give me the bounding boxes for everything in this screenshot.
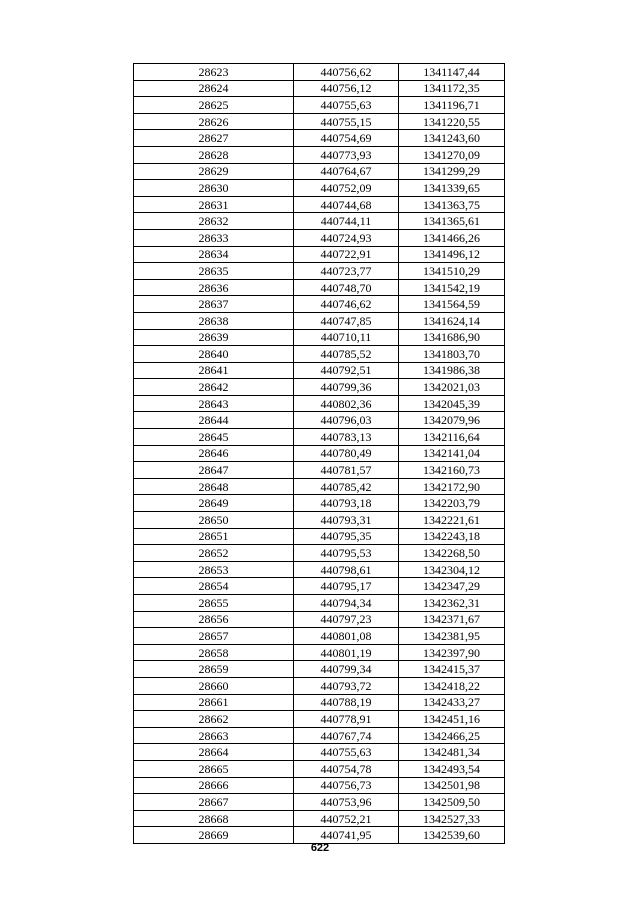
point-number-cell: 28637 xyxy=(134,296,294,313)
x-coordinate-cell: 440778,91 xyxy=(294,711,399,728)
x-coordinate-cell: 440795,53 xyxy=(294,545,399,562)
point-number-cell: 28631 xyxy=(134,196,294,213)
x-coordinate-cell: 440792,51 xyxy=(294,362,399,379)
x-coordinate-cell: 440793,31 xyxy=(294,512,399,529)
y-coordinate-cell: 1342021,03 xyxy=(399,379,505,396)
point-number-cell: 28644 xyxy=(134,412,294,429)
y-coordinate-cell: 1342381,95 xyxy=(399,628,505,645)
x-coordinate-cell: 440747,85 xyxy=(294,312,399,329)
y-coordinate-cell: 1342362,31 xyxy=(399,595,505,612)
y-coordinate-cell: 1341243,60 xyxy=(399,130,505,147)
point-number-cell: 28667 xyxy=(134,794,294,811)
x-coordinate-cell: 440710,11 xyxy=(294,329,399,346)
x-coordinate-cell: 440746,62 xyxy=(294,296,399,313)
x-coordinate-cell: 440801,08 xyxy=(294,628,399,645)
y-coordinate-cell: 1342347,29 xyxy=(399,578,505,595)
table-row xyxy=(134,97,505,114)
x-coordinate-cell: 440788,19 xyxy=(294,694,399,711)
table-row xyxy=(134,346,505,363)
y-coordinate-cell: 1341270,09 xyxy=(399,146,505,163)
y-coordinate-cell: 1341172,35 xyxy=(399,80,505,97)
y-coordinate-cell: 1341686,90 xyxy=(399,329,505,346)
table-row xyxy=(134,329,505,346)
page-number: 622 xyxy=(310,842,330,854)
x-coordinate-cell: 440748,70 xyxy=(294,279,399,296)
point-number-cell: 28649 xyxy=(134,495,294,512)
table-row xyxy=(134,777,505,794)
point-number-cell: 28669 xyxy=(134,827,294,844)
x-coordinate-cell: 440756,12 xyxy=(294,80,399,97)
table-row xyxy=(134,495,505,512)
point-number-cell: 28630 xyxy=(134,180,294,197)
point-number-cell: 28654 xyxy=(134,578,294,595)
point-number-cell: 28641 xyxy=(134,362,294,379)
table-row xyxy=(134,379,505,396)
table-row xyxy=(134,462,505,479)
x-coordinate-cell: 440794,34 xyxy=(294,595,399,612)
table-row xyxy=(134,744,505,761)
x-coordinate-cell: 440741,95 xyxy=(294,827,399,844)
table-row xyxy=(134,296,505,313)
point-number-cell: 28668 xyxy=(134,810,294,827)
x-coordinate-cell: 440795,17 xyxy=(294,578,399,595)
point-number-cell: 28657 xyxy=(134,628,294,645)
point-number-cell: 28646 xyxy=(134,445,294,462)
table-row xyxy=(134,611,505,628)
point-number-cell: 28658 xyxy=(134,644,294,661)
y-coordinate-cell: 1342501,98 xyxy=(399,777,505,794)
y-coordinate-cell: 1342509,50 xyxy=(399,794,505,811)
point-number-cell: 28638 xyxy=(134,312,294,329)
point-number-cell: 28640 xyxy=(134,346,294,363)
y-coordinate-cell: 1341803,70 xyxy=(399,346,505,363)
y-coordinate-cell: 1342079,96 xyxy=(399,412,505,429)
point-number-cell: 28632 xyxy=(134,213,294,230)
table-row xyxy=(134,661,505,678)
table-row xyxy=(134,362,505,379)
table-row xyxy=(134,760,505,777)
y-coordinate-cell: 1341220,55 xyxy=(399,113,505,130)
point-number-cell: 28628 xyxy=(134,146,294,163)
point-number-cell: 28665 xyxy=(134,760,294,777)
x-coordinate-cell: 440796,03 xyxy=(294,412,399,429)
y-coordinate-cell: 1342371,67 xyxy=(399,611,505,628)
table-row xyxy=(134,412,505,429)
y-coordinate-cell: 1342243,18 xyxy=(399,528,505,545)
point-number-cell: 28659 xyxy=(134,661,294,678)
x-coordinate-cell: 440744,11 xyxy=(294,213,399,230)
point-number-cell: 28661 xyxy=(134,694,294,711)
y-coordinate-cell: 1341363,75 xyxy=(399,196,505,213)
point-number-cell: 28664 xyxy=(134,744,294,761)
y-coordinate-cell: 1342415,37 xyxy=(399,661,505,678)
point-number-cell: 28639 xyxy=(134,329,294,346)
y-coordinate-cell: 1341299,29 xyxy=(399,163,505,180)
table-row xyxy=(134,80,505,97)
x-coordinate-cell: 440799,34 xyxy=(294,661,399,678)
y-coordinate-cell: 1342304,12 xyxy=(399,561,505,578)
y-coordinate-cell: 1341624,14 xyxy=(399,312,505,329)
y-coordinate-cell: 1341542,19 xyxy=(399,279,505,296)
point-number-cell: 28635 xyxy=(134,263,294,280)
y-coordinate-cell: 1341365,61 xyxy=(399,213,505,230)
y-coordinate-cell: 1342045,39 xyxy=(399,395,505,412)
point-number-cell: 28647 xyxy=(134,462,294,479)
y-coordinate-cell: 1342418,22 xyxy=(399,677,505,694)
table-row xyxy=(134,794,505,811)
y-coordinate-cell: 1342466,25 xyxy=(399,727,505,744)
table-row xyxy=(134,677,505,694)
point-number-cell: 28636 xyxy=(134,279,294,296)
y-coordinate-cell: 1341466,26 xyxy=(399,229,505,246)
y-coordinate-cell: 1342172,90 xyxy=(399,478,505,495)
x-coordinate-cell: 440753,96 xyxy=(294,794,399,811)
y-coordinate-cell: 1342481,34 xyxy=(399,744,505,761)
y-coordinate-cell: 1341986,38 xyxy=(399,362,505,379)
x-coordinate-cell: 440744,68 xyxy=(294,196,399,213)
table-row xyxy=(134,163,505,180)
x-coordinate-cell: 440752,09 xyxy=(294,180,399,197)
x-coordinate-cell: 440793,72 xyxy=(294,677,399,694)
point-number-cell: 28625 xyxy=(134,97,294,114)
x-coordinate-cell: 440798,61 xyxy=(294,561,399,578)
x-coordinate-cell: 440785,52 xyxy=(294,346,399,363)
point-number-cell: 28624 xyxy=(134,80,294,97)
point-number-cell: 28651 xyxy=(134,528,294,545)
table-row xyxy=(134,113,505,130)
table-row xyxy=(134,694,505,711)
table-row xyxy=(134,229,505,246)
coordinates-table xyxy=(133,63,505,844)
point-number-cell: 28663 xyxy=(134,727,294,744)
point-number-cell: 28653 xyxy=(134,561,294,578)
table-row xyxy=(134,312,505,329)
x-coordinate-cell: 440767,74 xyxy=(294,727,399,744)
point-number-cell: 28655 xyxy=(134,595,294,612)
point-number-cell: 28652 xyxy=(134,545,294,562)
x-coordinate-cell: 440754,78 xyxy=(294,760,399,777)
table-row xyxy=(134,146,505,163)
point-number-cell: 28650 xyxy=(134,512,294,529)
y-coordinate-cell: 1342527,33 xyxy=(399,810,505,827)
y-coordinate-cell: 1341147,44 xyxy=(399,64,505,81)
y-coordinate-cell: 1341339,65 xyxy=(399,180,505,197)
y-coordinate-cell: 1342539,60 xyxy=(399,827,505,844)
x-coordinate-cell: 440781,57 xyxy=(294,462,399,479)
table-row xyxy=(134,478,505,495)
table-row xyxy=(134,213,505,230)
table-row xyxy=(134,246,505,263)
table-row xyxy=(134,512,505,529)
y-coordinate-cell: 1341564,59 xyxy=(399,296,505,313)
table-row xyxy=(134,711,505,728)
table-row xyxy=(134,545,505,562)
point-number-cell: 28648 xyxy=(134,478,294,495)
point-number-cell: 28666 xyxy=(134,777,294,794)
table-row xyxy=(134,810,505,827)
table-row xyxy=(134,180,505,197)
point-number-cell: 28629 xyxy=(134,163,294,180)
table-row xyxy=(134,595,505,612)
point-number-cell: 28645 xyxy=(134,429,294,446)
table-row xyxy=(134,644,505,661)
x-coordinate-cell: 440756,62 xyxy=(294,64,399,81)
x-coordinate-cell: 440799,36 xyxy=(294,379,399,396)
y-coordinate-cell: 1342116,64 xyxy=(399,429,505,446)
point-number-cell: 28626 xyxy=(134,113,294,130)
y-coordinate-cell: 1342493,54 xyxy=(399,760,505,777)
table-row xyxy=(134,827,505,844)
point-number-cell: 28623 xyxy=(134,64,294,81)
table-row xyxy=(134,628,505,645)
y-coordinate-cell: 1342160,73 xyxy=(399,462,505,479)
x-coordinate-cell: 440802,36 xyxy=(294,395,399,412)
x-coordinate-cell: 440754,69 xyxy=(294,130,399,147)
table-row xyxy=(134,578,505,595)
point-number-cell: 28662 xyxy=(134,711,294,728)
x-coordinate-cell: 440801,19 xyxy=(294,644,399,661)
x-coordinate-cell: 440783,13 xyxy=(294,429,399,446)
x-coordinate-cell: 440793,18 xyxy=(294,495,399,512)
y-coordinate-cell: 1341196,71 xyxy=(399,97,505,114)
point-number-cell: 28656 xyxy=(134,611,294,628)
point-number-cell: 28642 xyxy=(134,379,294,396)
x-coordinate-cell: 440797,23 xyxy=(294,611,399,628)
x-coordinate-cell: 440764,67 xyxy=(294,163,399,180)
table-row xyxy=(134,395,505,412)
x-coordinate-cell: 440780,49 xyxy=(294,445,399,462)
table-row xyxy=(134,279,505,296)
table-row xyxy=(134,130,505,147)
table-row xyxy=(134,64,505,81)
y-coordinate-cell: 1342397,90 xyxy=(399,644,505,661)
x-coordinate-cell: 440755,63 xyxy=(294,97,399,114)
y-coordinate-cell: 1342268,50 xyxy=(399,545,505,562)
table-row xyxy=(134,528,505,545)
y-coordinate-cell: 1341510,29 xyxy=(399,263,505,280)
table-row xyxy=(134,429,505,446)
x-coordinate-cell: 440724,93 xyxy=(294,229,399,246)
x-coordinate-cell: 440755,63 xyxy=(294,744,399,761)
coordinates-table-body xyxy=(134,64,505,844)
table-row xyxy=(134,196,505,213)
point-number-cell: 28633 xyxy=(134,229,294,246)
point-number-cell: 28627 xyxy=(134,130,294,147)
point-number-cell: 28643 xyxy=(134,395,294,412)
y-coordinate-cell: 1342141,04 xyxy=(399,445,505,462)
x-coordinate-cell: 440795,35 xyxy=(294,528,399,545)
x-coordinate-cell: 440752,21 xyxy=(294,810,399,827)
y-coordinate-cell: 1341496,12 xyxy=(399,246,505,263)
table-row xyxy=(134,561,505,578)
y-coordinate-cell: 1342433,27 xyxy=(399,694,505,711)
x-coordinate-cell: 440785,42 xyxy=(294,478,399,495)
point-number-cell: 28660 xyxy=(134,677,294,694)
x-coordinate-cell: 440723,77 xyxy=(294,263,399,280)
x-coordinate-cell: 440755,15 xyxy=(294,113,399,130)
x-coordinate-cell: 440756,73 xyxy=(294,777,399,794)
x-coordinate-cell: 440773,93 xyxy=(294,146,399,163)
table-row xyxy=(134,263,505,280)
y-coordinate-cell: 1342221,61 xyxy=(399,512,505,529)
y-coordinate-cell: 1342451,16 xyxy=(399,711,505,728)
table-row xyxy=(134,445,505,462)
table-row xyxy=(134,727,505,744)
y-coordinate-cell: 1342203,79 xyxy=(399,495,505,512)
point-number-cell: 28634 xyxy=(134,246,294,263)
x-coordinate-cell: 440722,91 xyxy=(294,246,399,263)
